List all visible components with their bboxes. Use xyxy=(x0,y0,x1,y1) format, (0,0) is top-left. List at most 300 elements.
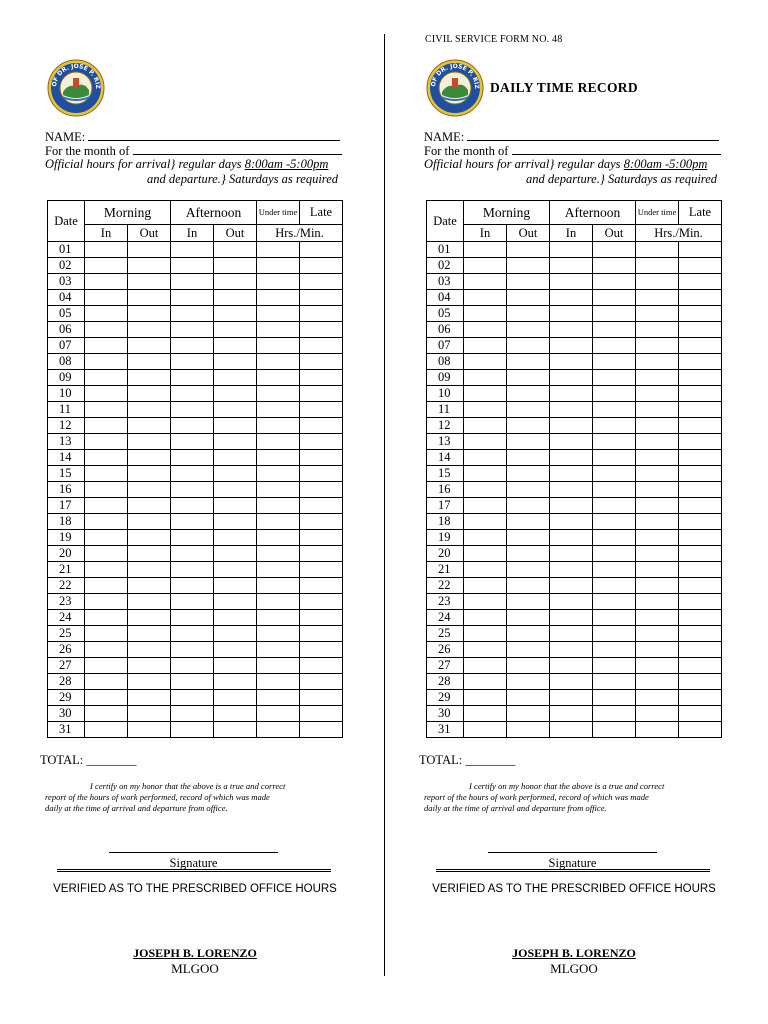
afternoon-in-cell[interactable] xyxy=(171,482,214,498)
afternoon-in-cell[interactable] xyxy=(550,546,593,562)
afternoon-in-cell[interactable] xyxy=(550,370,593,386)
afternoon-out-cell[interactable] xyxy=(214,482,257,498)
morning-out-cell[interactable] xyxy=(128,354,171,370)
afternoon-in-cell[interactable] xyxy=(171,658,214,674)
morning-in-cell[interactable] xyxy=(464,306,507,322)
morning-in-cell[interactable] xyxy=(85,690,128,706)
morning-out-cell[interactable] xyxy=(128,338,171,354)
undertime-cell[interactable] xyxy=(257,306,300,322)
undertime-cell[interactable] xyxy=(636,530,679,546)
undertime-cell[interactable] xyxy=(636,594,679,610)
morning-out-cell[interactable] xyxy=(507,402,550,418)
afternoon-in-cell[interactable] xyxy=(550,498,593,514)
morning-out-cell[interactable] xyxy=(128,498,171,514)
morning-out-cell[interactable] xyxy=(507,546,550,562)
afternoon-out-cell[interactable] xyxy=(593,706,636,722)
undertime-cell[interactable] xyxy=(636,258,679,274)
afternoon-out-cell[interactable] xyxy=(214,562,257,578)
undertime-cell[interactable] xyxy=(257,402,300,418)
afternoon-in-cell[interactable] xyxy=(171,706,214,722)
afternoon-out-cell[interactable] xyxy=(214,290,257,306)
late-cell[interactable] xyxy=(679,594,722,610)
afternoon-out-cell[interactable] xyxy=(593,434,636,450)
morning-out-cell[interactable] xyxy=(507,482,550,498)
morning-out-cell[interactable] xyxy=(507,674,550,690)
afternoon-in-cell[interactable] xyxy=(171,626,214,642)
afternoon-out-cell[interactable] xyxy=(214,514,257,530)
undertime-cell[interactable] xyxy=(257,722,300,738)
late-cell[interactable] xyxy=(300,370,343,386)
morning-in-cell[interactable] xyxy=(85,402,128,418)
morning-in-cell[interactable] xyxy=(85,674,128,690)
undertime-cell[interactable] xyxy=(636,434,679,450)
late-cell[interactable] xyxy=(300,354,343,370)
morning-in-cell[interactable] xyxy=(85,578,128,594)
late-cell[interactable] xyxy=(300,706,343,722)
late-cell[interactable] xyxy=(300,242,343,258)
morning-in-cell[interactable] xyxy=(464,482,507,498)
afternoon-in-cell[interactable] xyxy=(550,258,593,274)
undertime-cell[interactable] xyxy=(257,514,300,530)
morning-out-cell[interactable] xyxy=(507,514,550,530)
late-cell[interactable] xyxy=(300,562,343,578)
morning-in-cell[interactable] xyxy=(464,642,507,658)
undertime-cell[interactable] xyxy=(636,466,679,482)
morning-in-cell[interactable] xyxy=(85,626,128,642)
morning-in-cell[interactable] xyxy=(464,466,507,482)
late-cell[interactable] xyxy=(679,562,722,578)
late-cell[interactable] xyxy=(300,386,343,402)
morning-out-cell[interactable] xyxy=(128,594,171,610)
morning-in-cell[interactable] xyxy=(85,658,128,674)
morning-in-cell[interactable] xyxy=(85,466,128,482)
total-field[interactable]: TOTAL: ________ xyxy=(419,753,516,767)
late-cell[interactable] xyxy=(679,402,722,418)
late-cell[interactable] xyxy=(679,482,722,498)
afternoon-out-cell[interactable] xyxy=(593,402,636,418)
morning-out-cell[interactable] xyxy=(128,466,171,482)
undertime-cell[interactable] xyxy=(636,578,679,594)
morning-in-cell[interactable] xyxy=(464,450,507,466)
undertime-cell[interactable] xyxy=(257,466,300,482)
afternoon-out-cell[interactable] xyxy=(593,322,636,338)
undertime-cell[interactable] xyxy=(257,370,300,386)
undertime-cell[interactable] xyxy=(257,386,300,402)
undertime-cell[interactable] xyxy=(257,658,300,674)
undertime-cell[interactable] xyxy=(257,530,300,546)
afternoon-in-cell[interactable] xyxy=(550,706,593,722)
morning-in-cell[interactable] xyxy=(85,354,128,370)
morning-in-cell[interactable] xyxy=(85,386,128,402)
undertime-cell[interactable] xyxy=(636,354,679,370)
morning-out-cell[interactable] xyxy=(128,274,171,290)
undertime-cell[interactable] xyxy=(636,322,679,338)
afternoon-in-cell[interactable] xyxy=(550,338,593,354)
afternoon-out-cell[interactable] xyxy=(214,578,257,594)
late-cell[interactable] xyxy=(679,498,722,514)
morning-out-cell[interactable] xyxy=(128,722,171,738)
morning-out-cell[interactable] xyxy=(128,450,171,466)
morning-out-cell[interactable] xyxy=(507,722,550,738)
afternoon-in-cell[interactable] xyxy=(550,594,593,610)
morning-in-cell[interactable] xyxy=(464,706,507,722)
morning-out-cell[interactable] xyxy=(507,338,550,354)
afternoon-in-cell[interactable] xyxy=(171,418,214,434)
undertime-cell[interactable] xyxy=(636,514,679,530)
morning-out-cell[interactable] xyxy=(128,386,171,402)
morning-out-cell[interactable] xyxy=(128,562,171,578)
morning-in-cell[interactable] xyxy=(464,626,507,642)
morning-in-cell[interactable] xyxy=(85,274,128,290)
morning-out-cell[interactable] xyxy=(507,450,550,466)
afternoon-in-cell[interactable] xyxy=(171,354,214,370)
late-cell[interactable] xyxy=(300,658,343,674)
undertime-cell[interactable] xyxy=(636,450,679,466)
late-cell[interactable] xyxy=(679,306,722,322)
morning-out-cell[interactable] xyxy=(128,434,171,450)
morning-out-cell[interactable] xyxy=(128,530,171,546)
afternoon-in-cell[interactable] xyxy=(171,530,214,546)
morning-in-cell[interactable] xyxy=(464,578,507,594)
morning-in-cell[interactable] xyxy=(464,722,507,738)
morning-in-cell[interactable] xyxy=(464,290,507,306)
undertime-cell[interactable] xyxy=(257,338,300,354)
late-cell[interactable] xyxy=(300,450,343,466)
afternoon-out-cell[interactable] xyxy=(593,242,636,258)
late-cell[interactable] xyxy=(300,626,343,642)
morning-in-cell[interactable] xyxy=(464,354,507,370)
late-cell[interactable] xyxy=(679,722,722,738)
undertime-cell[interactable] xyxy=(257,482,300,498)
afternoon-out-cell[interactable] xyxy=(214,274,257,290)
afternoon-in-cell[interactable] xyxy=(171,338,214,354)
late-cell[interactable] xyxy=(679,658,722,674)
afternoon-in-cell[interactable] xyxy=(550,530,593,546)
afternoon-in-cell[interactable] xyxy=(550,274,593,290)
afternoon-out-cell[interactable] xyxy=(593,626,636,642)
morning-in-cell[interactable] xyxy=(464,370,507,386)
afternoon-out-cell[interactable] xyxy=(593,514,636,530)
afternoon-in-cell[interactable] xyxy=(171,610,214,626)
afternoon-in-cell[interactable] xyxy=(171,386,214,402)
late-cell[interactable] xyxy=(300,498,343,514)
afternoon-out-cell[interactable] xyxy=(214,418,257,434)
undertime-cell[interactable] xyxy=(257,450,300,466)
late-cell[interactable] xyxy=(300,722,343,738)
morning-in-cell[interactable] xyxy=(85,338,128,354)
afternoon-out-cell[interactable] xyxy=(214,306,257,322)
afternoon-out-cell[interactable] xyxy=(214,498,257,514)
afternoon-out-cell[interactable] xyxy=(593,306,636,322)
morning-in-cell[interactable] xyxy=(85,322,128,338)
late-cell[interactable] xyxy=(300,258,343,274)
afternoon-out-cell[interactable] xyxy=(593,370,636,386)
afternoon-in-cell[interactable] xyxy=(171,274,214,290)
afternoon-in-cell[interactable] xyxy=(550,610,593,626)
afternoon-out-cell[interactable] xyxy=(593,498,636,514)
afternoon-out-cell[interactable] xyxy=(593,338,636,354)
afternoon-out-cell[interactable] xyxy=(214,338,257,354)
afternoon-in-cell[interactable] xyxy=(171,370,214,386)
morning-out-cell[interactable] xyxy=(507,274,550,290)
undertime-cell[interactable] xyxy=(257,322,300,338)
afternoon-out-cell[interactable] xyxy=(214,466,257,482)
morning-out-cell[interactable] xyxy=(507,466,550,482)
morning-in-cell[interactable] xyxy=(85,530,128,546)
afternoon-in-cell[interactable] xyxy=(171,514,214,530)
morning-out-cell[interactable] xyxy=(128,258,171,274)
afternoon-out-cell[interactable] xyxy=(214,242,257,258)
afternoon-out-cell[interactable] xyxy=(214,674,257,690)
morning-out-cell[interactable] xyxy=(507,418,550,434)
morning-in-cell[interactable] xyxy=(85,434,128,450)
afternoon-out-cell[interactable] xyxy=(593,482,636,498)
undertime-cell[interactable] xyxy=(257,642,300,658)
afternoon-out-cell[interactable] xyxy=(214,434,257,450)
undertime-cell[interactable] xyxy=(636,690,679,706)
late-cell[interactable] xyxy=(679,450,722,466)
late-cell[interactable] xyxy=(679,546,722,562)
undertime-cell[interactable] xyxy=(636,370,679,386)
month-field[interactable]: For the month of xyxy=(45,143,342,159)
late-cell[interactable] xyxy=(300,530,343,546)
morning-out-cell[interactable] xyxy=(128,690,171,706)
afternoon-out-cell[interactable] xyxy=(214,594,257,610)
late-cell[interactable] xyxy=(300,306,343,322)
afternoon-in-cell[interactable] xyxy=(171,642,214,658)
morning-out-cell[interactable] xyxy=(128,546,171,562)
afternoon-out-cell[interactable] xyxy=(593,354,636,370)
undertime-cell[interactable] xyxy=(636,386,679,402)
afternoon-out-cell[interactable] xyxy=(593,722,636,738)
afternoon-out-cell[interactable] xyxy=(593,562,636,578)
afternoon-out-cell[interactable] xyxy=(593,274,636,290)
morning-out-cell[interactable] xyxy=(507,690,550,706)
afternoon-in-cell[interactable] xyxy=(550,722,593,738)
name-field[interactable]: NAME: xyxy=(45,129,340,145)
morning-in-cell[interactable] xyxy=(85,258,128,274)
afternoon-out-cell[interactable] xyxy=(593,418,636,434)
afternoon-in-cell[interactable] xyxy=(171,258,214,274)
late-cell[interactable] xyxy=(679,578,722,594)
morning-in-cell[interactable] xyxy=(464,674,507,690)
afternoon-in-cell[interactable] xyxy=(550,690,593,706)
afternoon-out-cell[interactable] xyxy=(593,290,636,306)
late-cell[interactable] xyxy=(679,354,722,370)
morning-out-cell[interactable] xyxy=(507,386,550,402)
late-cell[interactable] xyxy=(300,434,343,450)
morning-in-cell[interactable] xyxy=(464,322,507,338)
late-cell[interactable] xyxy=(300,482,343,498)
late-cell[interactable] xyxy=(300,274,343,290)
undertime-cell[interactable] xyxy=(636,402,679,418)
undertime-cell[interactable] xyxy=(636,290,679,306)
morning-out-cell[interactable] xyxy=(507,306,550,322)
total-field[interactable]: TOTAL: ________ xyxy=(40,753,137,767)
late-cell[interactable] xyxy=(679,370,722,386)
signature-line[interactable] xyxy=(488,852,657,853)
morning-in-cell[interactable] xyxy=(464,274,507,290)
morning-in-cell[interactable] xyxy=(464,418,507,434)
morning-in-cell[interactable] xyxy=(464,434,507,450)
afternoon-out-cell[interactable] xyxy=(593,466,636,482)
undertime-cell[interactable] xyxy=(636,482,679,498)
late-cell[interactable] xyxy=(300,642,343,658)
afternoon-in-cell[interactable] xyxy=(550,434,593,450)
afternoon-in-cell[interactable] xyxy=(171,402,214,418)
undertime-cell[interactable] xyxy=(257,690,300,706)
morning-out-cell[interactable] xyxy=(128,306,171,322)
undertime-cell[interactable] xyxy=(636,498,679,514)
morning-out-cell[interactable] xyxy=(507,658,550,674)
morning-in-cell[interactable] xyxy=(85,370,128,386)
undertime-cell[interactable] xyxy=(636,642,679,658)
afternoon-out-cell[interactable] xyxy=(593,450,636,466)
afternoon-in-cell[interactable] xyxy=(550,658,593,674)
morning-out-cell[interactable] xyxy=(507,370,550,386)
late-cell[interactable] xyxy=(300,402,343,418)
undertime-cell[interactable] xyxy=(257,610,300,626)
morning-out-cell[interactable] xyxy=(128,658,171,674)
afternoon-in-cell[interactable] xyxy=(550,386,593,402)
afternoon-out-cell[interactable] xyxy=(214,450,257,466)
morning-in-cell[interactable] xyxy=(464,498,507,514)
morning-in-cell[interactable] xyxy=(85,722,128,738)
afternoon-out-cell[interactable] xyxy=(214,610,257,626)
afternoon-out-cell[interactable] xyxy=(214,642,257,658)
morning-in-cell[interactable] xyxy=(85,498,128,514)
undertime-cell[interactable] xyxy=(636,674,679,690)
undertime-cell[interactable] xyxy=(257,626,300,642)
afternoon-in-cell[interactable] xyxy=(171,674,214,690)
morning-in-cell[interactable] xyxy=(85,242,128,258)
late-cell[interactable] xyxy=(679,242,722,258)
morning-out-cell[interactable] xyxy=(507,242,550,258)
morning-out-cell[interactable] xyxy=(507,258,550,274)
late-cell[interactable] xyxy=(679,610,722,626)
undertime-cell[interactable] xyxy=(636,418,679,434)
afternoon-out-cell[interactable] xyxy=(214,626,257,642)
morning-in-cell[interactable] xyxy=(85,594,128,610)
late-cell[interactable] xyxy=(679,386,722,402)
morning-out-cell[interactable] xyxy=(128,626,171,642)
undertime-cell[interactable] xyxy=(636,338,679,354)
afternoon-out-cell[interactable] xyxy=(593,578,636,594)
afternoon-in-cell[interactable] xyxy=(550,450,593,466)
morning-in-cell[interactable] xyxy=(464,386,507,402)
undertime-cell[interactable] xyxy=(257,578,300,594)
undertime-cell[interactable] xyxy=(257,498,300,514)
late-cell[interactable] xyxy=(679,626,722,642)
morning-out-cell[interactable] xyxy=(507,434,550,450)
morning-out-cell[interactable] xyxy=(128,578,171,594)
morning-in-cell[interactable] xyxy=(85,562,128,578)
afternoon-in-cell[interactable] xyxy=(171,242,214,258)
afternoon-in-cell[interactable] xyxy=(171,306,214,322)
morning-out-cell[interactable] xyxy=(507,530,550,546)
undertime-cell[interactable] xyxy=(257,594,300,610)
undertime-cell[interactable] xyxy=(257,562,300,578)
month-field[interactable]: For the month of xyxy=(424,143,721,159)
afternoon-out-cell[interactable] xyxy=(593,546,636,562)
afternoon-out-cell[interactable] xyxy=(593,610,636,626)
undertime-cell[interactable] xyxy=(257,242,300,258)
late-cell[interactable] xyxy=(679,642,722,658)
late-cell[interactable] xyxy=(300,578,343,594)
morning-in-cell[interactable] xyxy=(85,418,128,434)
morning-out-cell[interactable] xyxy=(128,610,171,626)
late-cell[interactable] xyxy=(679,514,722,530)
afternoon-in-cell[interactable] xyxy=(171,722,214,738)
late-cell[interactable] xyxy=(300,690,343,706)
morning-out-cell[interactable] xyxy=(128,642,171,658)
morning-out-cell[interactable] xyxy=(507,578,550,594)
morning-in-cell[interactable] xyxy=(464,402,507,418)
morning-in-cell[interactable] xyxy=(464,610,507,626)
morning-out-cell[interactable] xyxy=(507,354,550,370)
afternoon-in-cell[interactable] xyxy=(171,690,214,706)
morning-in-cell[interactable] xyxy=(464,258,507,274)
late-cell[interactable] xyxy=(300,674,343,690)
undertime-cell[interactable] xyxy=(257,546,300,562)
morning-out-cell[interactable] xyxy=(507,290,550,306)
morning-in-cell[interactable] xyxy=(85,482,128,498)
morning-in-cell[interactable] xyxy=(464,658,507,674)
signature-line[interactable] xyxy=(109,852,278,853)
late-cell[interactable] xyxy=(300,338,343,354)
morning-in-cell[interactable] xyxy=(85,706,128,722)
late-cell[interactable] xyxy=(679,466,722,482)
undertime-cell[interactable] xyxy=(257,290,300,306)
afternoon-out-cell[interactable] xyxy=(593,642,636,658)
late-cell[interactable] xyxy=(679,690,722,706)
afternoon-in-cell[interactable] xyxy=(550,674,593,690)
morning-out-cell[interactable] xyxy=(507,626,550,642)
morning-out-cell[interactable] xyxy=(128,514,171,530)
afternoon-in-cell[interactable] xyxy=(550,514,593,530)
morning-out-cell[interactable] xyxy=(128,482,171,498)
morning-in-cell[interactable] xyxy=(464,530,507,546)
morning-in-cell[interactable] xyxy=(85,514,128,530)
morning-in-cell[interactable] xyxy=(85,546,128,562)
morning-in-cell[interactable] xyxy=(85,450,128,466)
afternoon-in-cell[interactable] xyxy=(171,450,214,466)
late-cell[interactable] xyxy=(679,706,722,722)
afternoon-out-cell[interactable] xyxy=(214,706,257,722)
late-cell[interactable] xyxy=(300,290,343,306)
late-cell[interactable] xyxy=(679,674,722,690)
undertime-cell[interactable] xyxy=(257,434,300,450)
late-cell[interactable] xyxy=(679,530,722,546)
afternoon-in-cell[interactable] xyxy=(550,242,593,258)
undertime-cell[interactable] xyxy=(257,258,300,274)
late-cell[interactable] xyxy=(300,610,343,626)
name-field[interactable]: NAME: xyxy=(424,129,719,145)
undertime-cell[interactable] xyxy=(257,706,300,722)
afternoon-in-cell[interactable] xyxy=(171,466,214,482)
afternoon-out-cell[interactable] xyxy=(214,386,257,402)
morning-out-cell[interactable] xyxy=(507,642,550,658)
afternoon-in-cell[interactable] xyxy=(550,402,593,418)
morning-in-cell[interactable] xyxy=(464,514,507,530)
afternoon-out-cell[interactable] xyxy=(214,370,257,386)
afternoon-out-cell[interactable] xyxy=(593,658,636,674)
morning-out-cell[interactable] xyxy=(507,498,550,514)
morning-in-cell[interactable] xyxy=(85,642,128,658)
morning-out-cell[interactable] xyxy=(128,674,171,690)
afternoon-out-cell[interactable] xyxy=(593,690,636,706)
morning-in-cell[interactable] xyxy=(464,594,507,610)
